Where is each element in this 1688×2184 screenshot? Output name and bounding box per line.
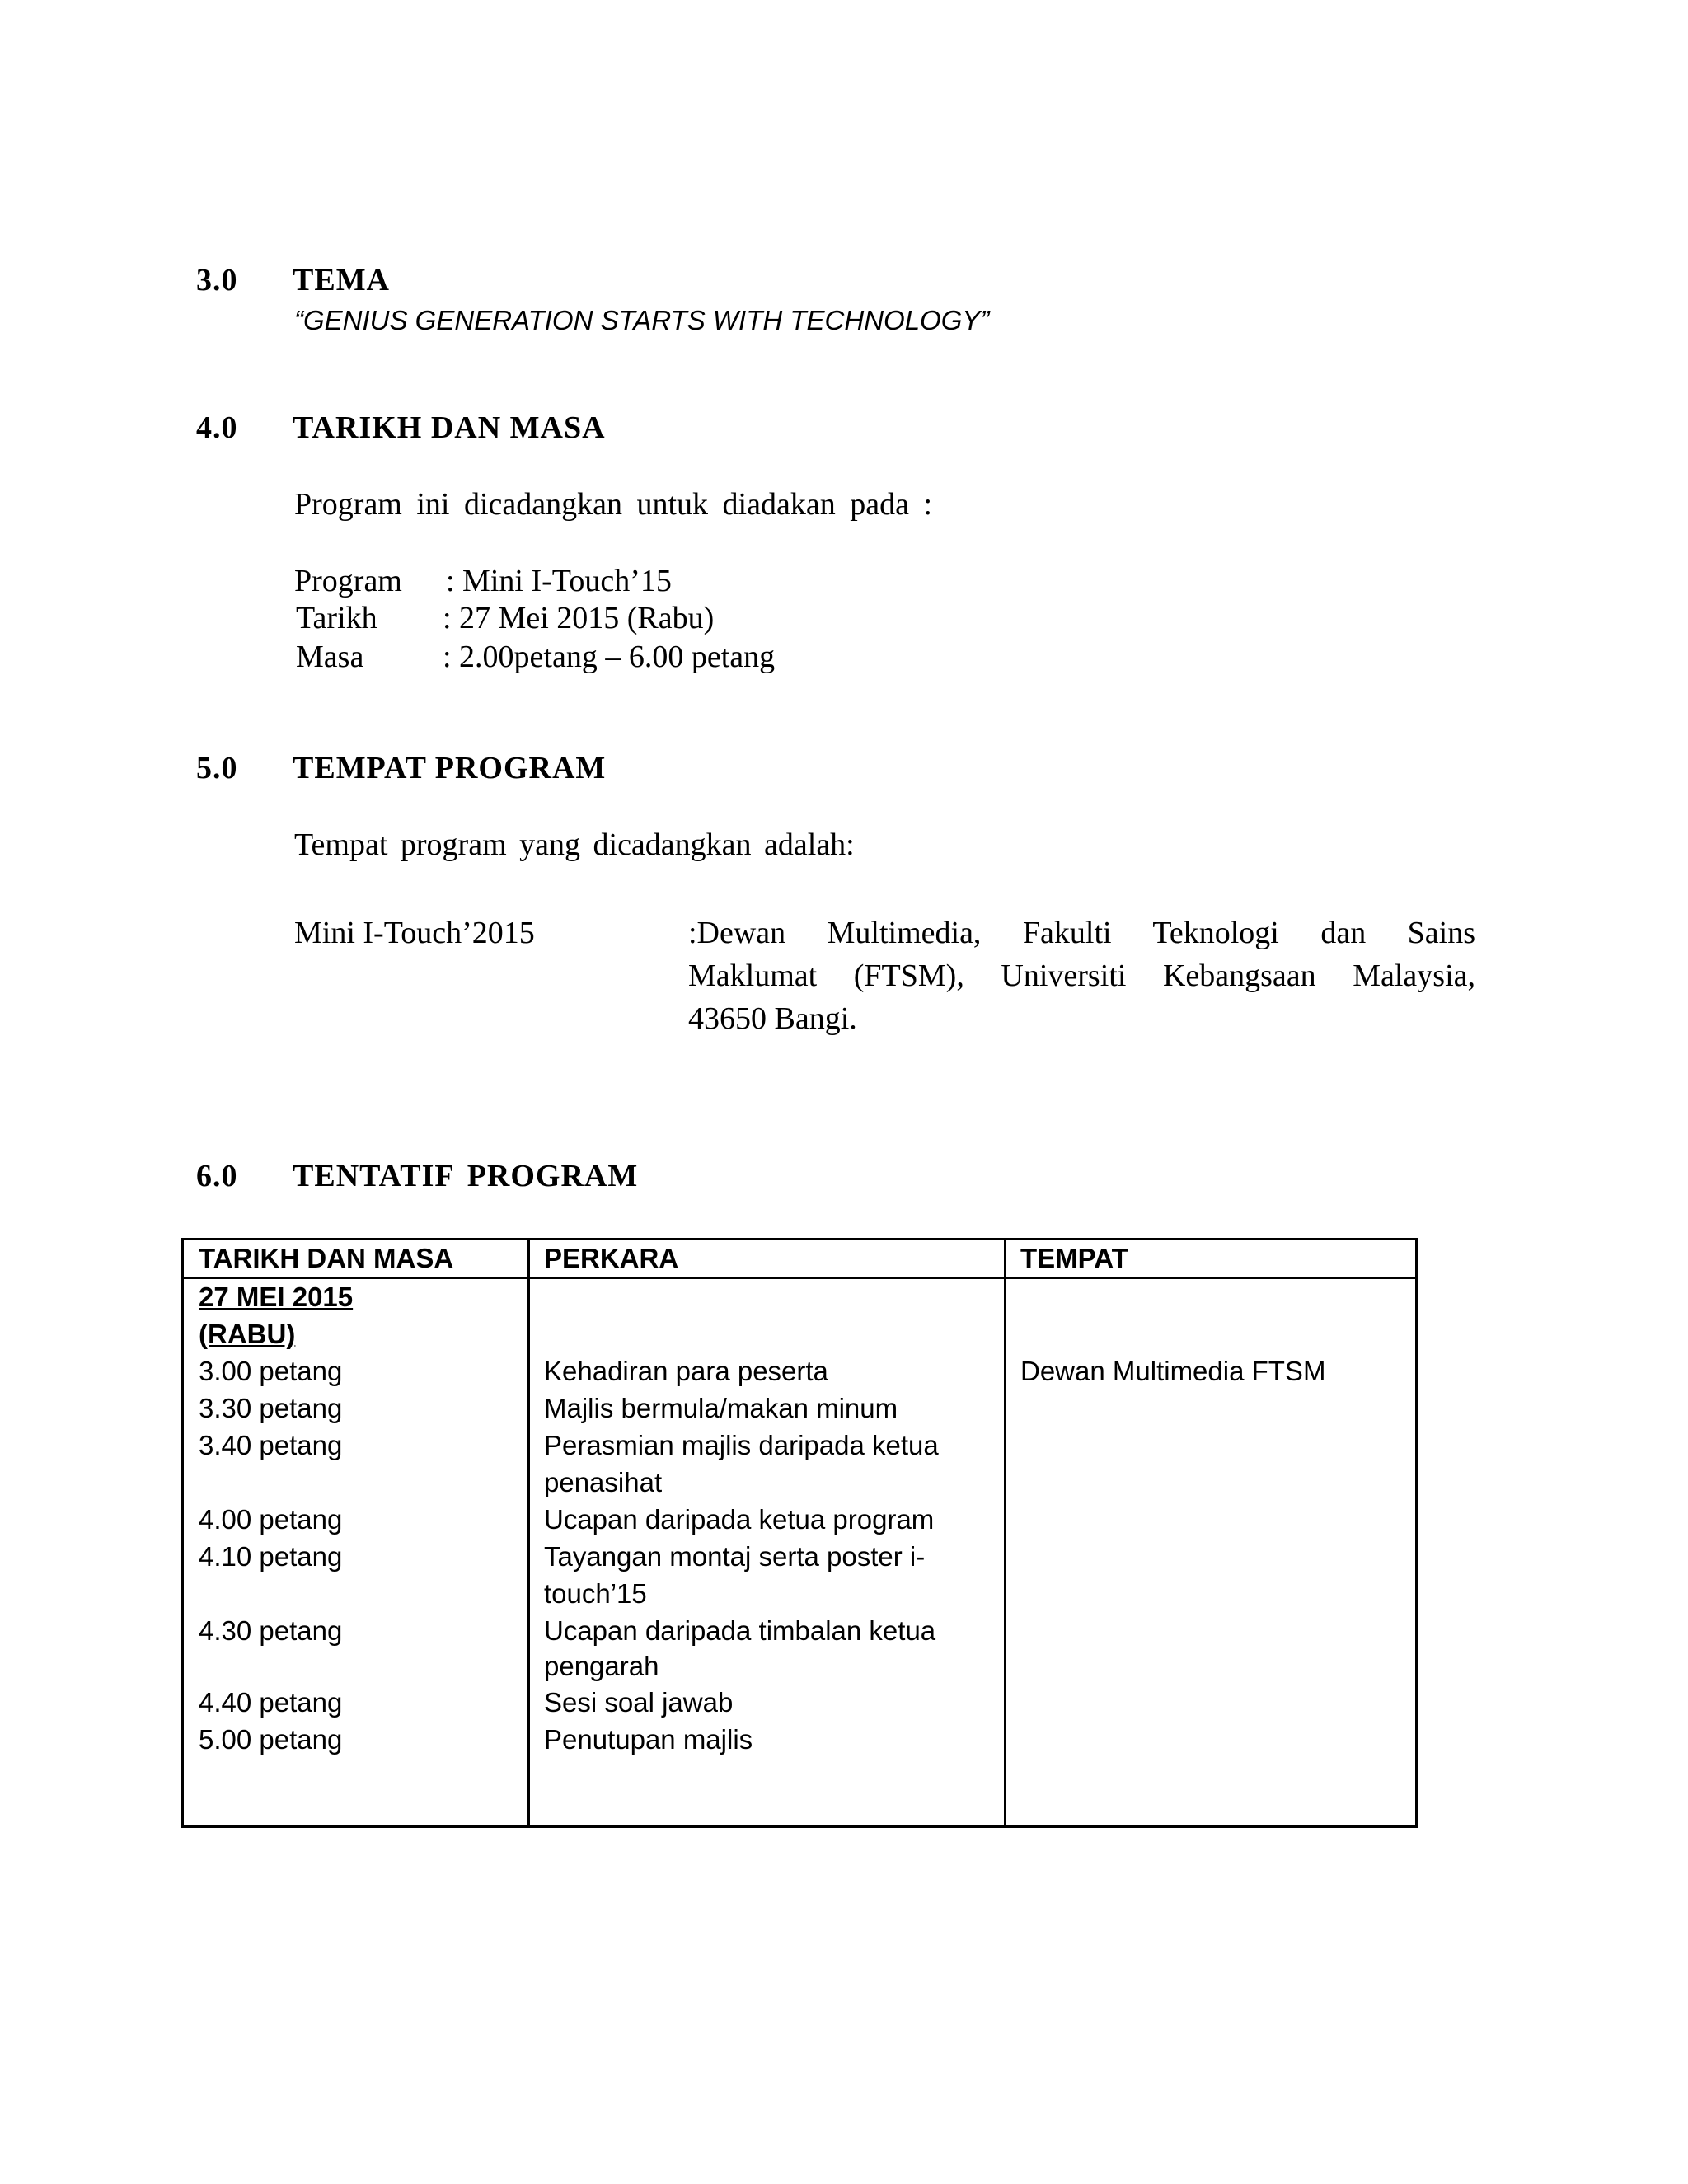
row-time: 3.30 petang — [199, 1393, 343, 1423]
table-day: (RABU) — [199, 1319, 296, 1349]
section-4-number: 4.0 — [196, 410, 238, 445]
detail-program-label: Program — [294, 564, 402, 598]
row-item: Penutupan majlis — [544, 1724, 753, 1755]
section-3-number: 3.0 — [196, 263, 238, 298]
detail-tarikh-label: Tarikh — [296, 601, 377, 635]
venue-line-3: 43650 Bangi. — [688, 1001, 857, 1036]
tentative-table — [181, 1238, 1418, 1828]
row-item: Majlis bermula/makan minum — [544, 1393, 898, 1423]
row-time: 3.00 petang — [199, 1356, 343, 1386]
header-perkara: PERKARA — [544, 1243, 679, 1273]
column-divider — [528, 1240, 530, 1825]
event-name: Mini I-Touch’2015 — [294, 916, 535, 950]
row-item: Perasmian majlis daripada ketua — [544, 1430, 939, 1460]
row-item-continued: penasihat — [544, 1467, 663, 1497]
venue-line-2: Maklumat (FTSM), Universiti Kebangsaan Malaysia, — [688, 958, 1475, 993]
detail-tarikh-value: : 27 Mei 2015 (Rabu) — [443, 601, 715, 635]
row-time: 3.40 petang — [199, 1430, 343, 1460]
row-time: 4.10 petang — [199, 1541, 343, 1572]
row-item-continued: pengarah — [544, 1651, 659, 1681]
row-time: 4.40 petang — [199, 1687, 343, 1718]
section-5-title: TEMPAT PROGRAM — [293, 751, 607, 785]
header-tarikh-dan-masa: TARIKH DAN MASA — [199, 1243, 454, 1273]
section-5-intro: Tempat program yang dicadangkan adalah: — [294, 827, 855, 862]
row-item: Kehadiran para peserta — [544, 1356, 828, 1386]
column-divider — [1004, 1240, 1006, 1825]
detail-program-value: : Mini I-Touch’15 — [446, 564, 672, 598]
row-item: Ucapan daripada timbalan ketua — [544, 1615, 936, 1646]
row-item: Sesi soal jawab — [544, 1687, 734, 1718]
row-item: Ucapan daripada ketua program — [544, 1504, 935, 1535]
section-4-intro: Program ini dicadangkan untuk diadakan pada : — [294, 487, 933, 522]
theme-text: “GENIUS GENERATION STARTS WITH TECHNOLOGY” — [294, 305, 990, 335]
section-3-title: TEMA — [293, 263, 390, 298]
detail-masa-value: : 2.00petang – 6.00 petang — [443, 640, 776, 674]
venue-line-1: :Dewan Multimedia, Fakulti Teknologi dan Sains — [688, 916, 1475, 950]
header-divider — [184, 1277, 1415, 1279]
table-date: 27 MEI 2015 — [199, 1282, 354, 1312]
table-venue: Dewan Multimedia FTSM — [1020, 1356, 1326, 1386]
detail-masa-label: Masa — [296, 640, 364, 674]
section-6-number: 6.0 — [196, 1159, 238, 1193]
section-4-title: TARIKH DAN MASA — [293, 410, 606, 445]
header-tempat: TEMPAT — [1020, 1243, 1128, 1273]
row-item-continued: touch’15 — [544, 1578, 647, 1609]
section-6-title: TENTATIF PROGRAM — [293, 1159, 639, 1193]
row-time: 5.00 petang — [199, 1724, 343, 1755]
section-5-number: 5.0 — [196, 751, 238, 785]
row-time: 4.30 petang — [199, 1615, 343, 1646]
row-time: 4.00 petang — [199, 1504, 343, 1535]
row-item: Tayangan montaj serta poster i- — [544, 1541, 926, 1572]
